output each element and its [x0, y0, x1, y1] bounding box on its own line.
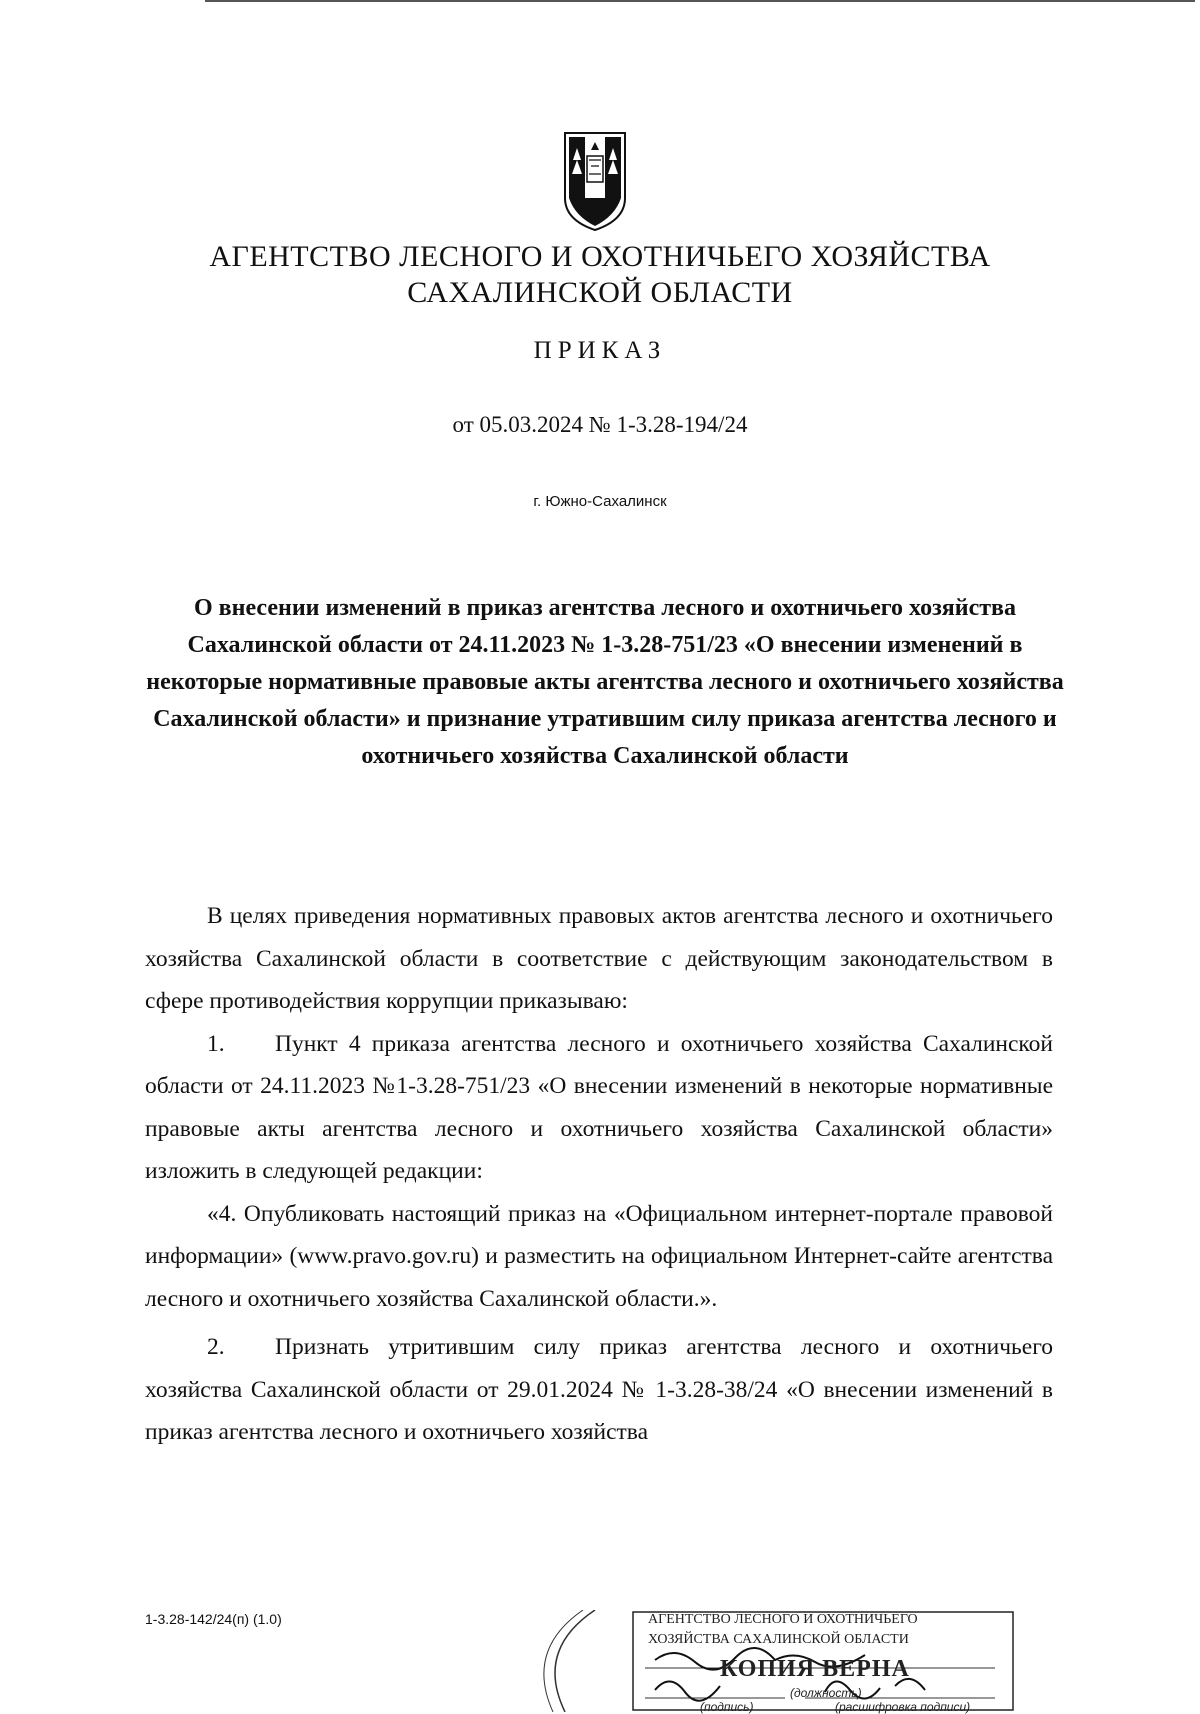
stamp-position-label: (должность) [790, 1686, 862, 1700]
scan-edge-line [205, 0, 1195, 2]
document-city: г. Южно-Сахалинск [533, 493, 667, 510]
document-type: ПРИКАЗ [533, 337, 667, 364]
coat-of-arms-icon [555, 128, 635, 233]
item-1-number: 1. [207, 1030, 225, 1057]
document-code: 1-3.28-142/24(п) (1.0) [145, 1611, 282, 1627]
item-2 [145, 1326, 1053, 1454]
preamble-paragraph: В целях приведения нормативных правовых актов агентства лесного и охотничьего хозяйства Сахалинской области в соответствие с действующим законодательством в сфере противодействия коррупции приказываю: [145, 903, 1053, 1014]
document-number: от 05.03.2024 № 1-3.28-194/24 [452, 412, 748, 437]
agency-title-line1: АГЕНТСТВО ЛЕСНОГО И ОХОТНИЧЬЕГО ХОЗЯЙСТВА [209, 240, 991, 273]
stamp-line2: ХОЗЯЙСТВА САХАЛИНСКОЙ ОБЛАСТИ [648, 1632, 909, 1647]
item-1 [145, 1023, 1053, 1193]
agency-title-line2: САХАЛИНСКОЙ ОБЛАСТИ [407, 276, 793, 309]
item-2-text: Признать утритившим силу приказ агентства лесного и охотничьего хозяйства Сахалинской области от 29.01.2024 № 1-3.28-38/24 «О внесении изменений в приказ агентства лесного и охотничьего хозяйства [145, 1334, 1053, 1445]
item-1-text: Пункт 4 приказа агентства лесного и охотничьего хозяйства Сахалинской области от 24.11.2023 №1-3.28-751/23 «О внесении изменений в некоторые нормативные правовые акты агентства лесного и охотничьего хозяйства Сахалинской области» изложить в следующей редакции: [145, 1030, 1053, 1184]
document-subject: О внесении изменений в приказ агентства лесного и охотничьего хозяйства Сахалинской области от 24.11.2023 № 1-3.28-751/23 «О внесении изменений в некоторые нормативные правовые акты агентства лесного и охотничьего хозяйства Сахалинской области» и признание утратившим силу приказа агентства лесного и охотничьего хозяйства Сахалинской области [146, 595, 1064, 769]
quote-paragraph: «4. Опубликовать настоящий приказ на «Официальном интернет-портале правовой информации» (www.pravo.gov.ru) и разместить на официальном Интернет-сайте агентства лесного и охотничьего хозяйства Сахалинской области.». [145, 1200, 1053, 1312]
stamp-signature-label: (подпись) [700, 1700, 754, 1714]
stamp-decoding-label: (расшифровка подписи) [835, 1700, 971, 1714]
stamp-certified: КОПИЯ ВЕРНА [720, 1656, 910, 1682]
document-body [145, 895, 1053, 1454]
item-2-number: 2. [207, 1334, 225, 1360]
stamp-line1: АГЕНТСТВО ЛЕСНОГО И ОХОТНИЧЬЕГО [648, 1612, 918, 1627]
